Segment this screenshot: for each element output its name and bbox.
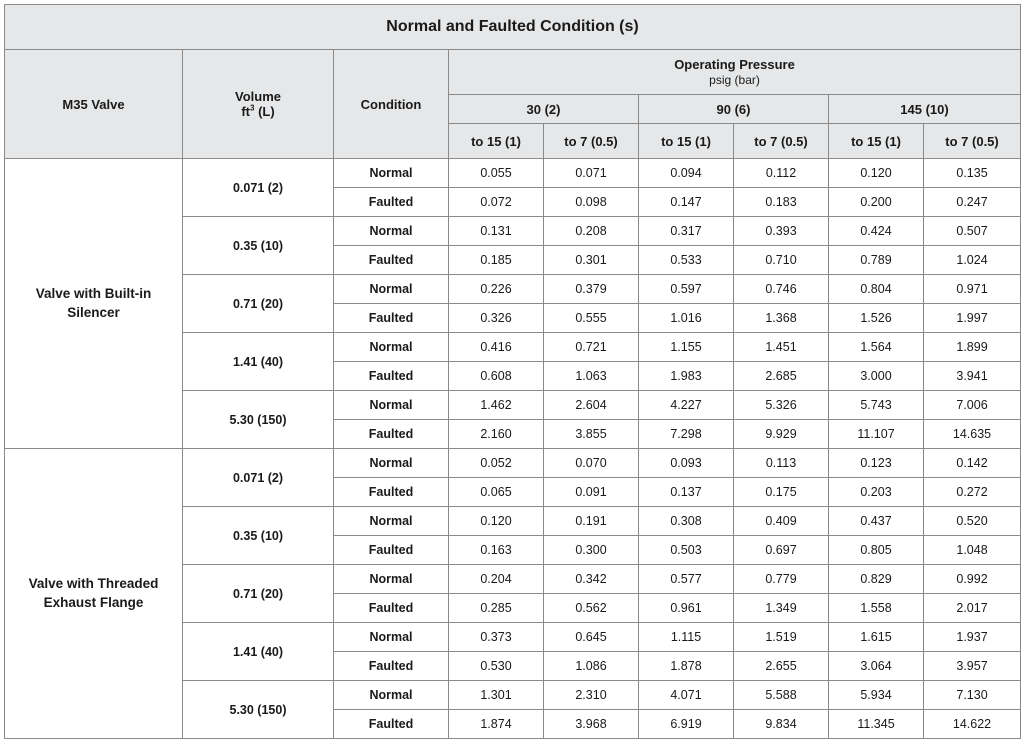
drop-header: to 15 (1) [449,124,544,159]
time-value-cell: 14.635 [924,420,1021,449]
time-value-cell: 0.131 [449,217,544,246]
condition-cell: Faulted [334,420,449,449]
table-row [5,159,1021,188]
time-value-cell: 0.208 [544,217,639,246]
header-volume-unit: $ft^3$ (L) [241,103,275,120]
time-value-cell: 1.024 [924,246,1021,275]
time-value-cell: 0.055 [449,159,544,188]
time-value-cell: 0.112 [734,159,829,188]
time-value-cell: 0.779 [734,565,829,594]
time-value-cell: 0.317 [639,217,734,246]
condition-cell: Normal [334,681,449,710]
time-value-cell: 1.048 [924,536,1021,565]
volume-cell: 1.41 (40) [183,623,334,681]
time-value-cell: 1.368 [734,304,829,333]
time-value-cell: 11.107 [829,420,924,449]
time-value-cell: 0.098 [544,188,639,217]
time-value-cell: 0.052 [449,449,544,478]
time-value-cell: 1.451 [734,333,829,362]
time-value-cell: 1.937 [924,623,1021,652]
time-value-cell: 1.462 [449,391,544,420]
time-value-cell: 0.204 [449,565,544,594]
time-value-cell: 0.326 [449,304,544,333]
time-value-cell: 2.604 [544,391,639,420]
time-value-cell: 1.349 [734,594,829,623]
time-value-cell: 1.016 [639,304,734,333]
volume-cell: 0.071 (2) [183,159,334,217]
time-value-cell: 9.834 [734,710,829,739]
condition-cell: Faulted [334,246,449,275]
time-value-cell: 1.874 [449,710,544,739]
time-value-cell: 1.086 [544,652,639,681]
time-value-cell: 3.968 [544,710,639,739]
time-value-cell: 1.997 [924,304,1021,333]
drop-header: to 7 (0.5) [734,124,829,159]
time-value-cell: 0.163 [449,536,544,565]
time-value-cell: 0.120 [449,507,544,536]
table-row [5,449,1021,478]
time-value-cell: 5.743 [829,391,924,420]
valve-type-line: Silencer [67,304,120,320]
time-value-cell: 0.185 [449,246,544,275]
valve-type-cell [5,159,183,449]
time-value-cell: 3.064 [829,652,924,681]
header-condition: Condition [334,50,449,159]
valve-type-line: Valve with Built-in [35,286,152,302]
time-value-cell: 1.564 [829,333,924,362]
time-value-cell: 3.855 [544,420,639,449]
time-value-cell: 0.424 [829,217,924,246]
condition-cell: Normal [334,159,449,188]
time-value-cell: 0.094 [639,159,734,188]
valve-type-line: Valve with Threaded [28,576,159,592]
time-value-cell: 4.227 [639,391,734,420]
table-title: Normal and Faulted Condition (s) [5,5,1021,50]
volume-cell: 0.71 (20) [183,565,334,623]
condition-cell: Faulted [334,304,449,333]
time-value-cell: 0.608 [449,362,544,391]
time-value-cell: 7.006 [924,391,1021,420]
time-value-cell: 5.934 [829,681,924,710]
time-value-cell: 0.746 [734,275,829,304]
time-value-cell: 1.526 [829,304,924,333]
time-value-cell: 0.123 [829,449,924,478]
table-body [5,159,1021,739]
time-value-cell: 11.345 [829,710,924,739]
time-value-cell: 2.685 [734,362,829,391]
condition-cell: Faulted [334,594,449,623]
condition-cell: Normal [334,449,449,478]
time-value-cell: 1.983 [639,362,734,391]
time-value-cell: 0.285 [449,594,544,623]
pressure-header: 145 (10) [829,95,1021,124]
time-value-cell: 0.393 [734,217,829,246]
time-value-cell: 5.588 [734,681,829,710]
time-value-cell: 0.555 [544,304,639,333]
drop-header: to 7 (0.5) [544,124,639,159]
time-value-cell: 3.941 [924,362,1021,391]
volume-cell: 5.30 (150) [183,391,334,449]
time-value-cell: 0.805 [829,536,924,565]
condition-cell: Faulted [334,362,449,391]
time-value-cell: 0.379 [544,275,639,304]
drop-header: to 7 (0.5) [924,124,1021,159]
time-value-cell: 0.308 [639,507,734,536]
time-value-cell: 0.992 [924,565,1021,594]
time-value-cell: 0.070 [544,449,639,478]
time-value-cell: 1.063 [544,362,639,391]
volume-cell: 0.71 (20) [183,275,334,333]
valve-type-line: Exhaust Flange [43,594,144,610]
operating-pressure-label: Operating Pressure [674,57,795,72]
time-value-cell: 1.115 [639,623,734,652]
time-value-cell: 0.710 [734,246,829,275]
time-value-cell: 0.300 [544,536,639,565]
time-value-cell: 0.247 [924,188,1021,217]
time-value-cell: 0.191 [544,507,639,536]
drop-header: to 15 (1) [639,124,734,159]
time-value-cell: 2.655 [734,652,829,681]
time-value-cell: 0.530 [449,652,544,681]
time-value-cell: 0.520 [924,507,1021,536]
time-value-cell: 0.507 [924,217,1021,246]
time-value-cell: 1.899 [924,333,1021,362]
time-value-cell: 0.183 [734,188,829,217]
header-volume-label: Volume [235,88,281,104]
condition-cell: Faulted [334,188,449,217]
time-value-cell: 0.091 [544,478,639,507]
time-value-cell: 0.533 [639,246,734,275]
time-value-cell: 0.961 [639,594,734,623]
time-value-cell: 0.093 [639,449,734,478]
header-valve: M35 Valve [5,50,183,159]
condition-cell: Faulted [334,536,449,565]
time-value-cell: 0.065 [449,478,544,507]
time-value-cell: 0.721 [544,333,639,362]
time-value-cell: 0.203 [829,478,924,507]
time-value-cell: 0.120 [829,159,924,188]
condition-cell: Normal [334,507,449,536]
time-value-cell: 3.957 [924,652,1021,681]
time-value-cell: 0.272 [924,478,1021,507]
time-value-cell: 0.562 [544,594,639,623]
volume-cell: 0.35 (10) [183,507,334,565]
pressure-header: 90 (6) [639,95,829,124]
time-value-cell: 0.804 [829,275,924,304]
time-value-cell: 0.072 [449,188,544,217]
time-value-cell: 1.519 [734,623,829,652]
time-value-cell: 6.919 [639,710,734,739]
time-value-cell: 0.437 [829,507,924,536]
condition-cell: Faulted [334,478,449,507]
volume-cell: 0.071 (2) [183,449,334,507]
time-value-cell: 2.310 [544,681,639,710]
time-value-cell: 14.622 [924,710,1021,739]
time-value-cell: 0.147 [639,188,734,217]
response-time-table [4,4,1021,739]
valve-type-cell [5,449,183,739]
condition-cell: Normal [334,275,449,304]
time-value-cell: 1.878 [639,652,734,681]
volume-cell: 1.41 (40) [183,333,334,391]
pressure-header: 30 (2) [449,95,639,124]
time-value-cell: 0.175 [734,478,829,507]
time-value-cell: 0.416 [449,333,544,362]
time-value-cell: 7.298 [639,420,734,449]
time-value-cell: 7.130 [924,681,1021,710]
time-value-cell: 0.409 [734,507,829,536]
time-value-cell: 0.503 [639,536,734,565]
time-value-cell: 0.373 [449,623,544,652]
condition-cell: Faulted [334,652,449,681]
time-value-cell: 0.071 [544,159,639,188]
condition-cell: Faulted [334,710,449,739]
time-value-cell: 0.342 [544,565,639,594]
time-value-cell: 0.226 [449,275,544,304]
condition-cell: Normal [334,565,449,594]
volume-cell: 5.30 (150) [183,681,334,739]
time-value-cell: 3.000 [829,362,924,391]
drop-header: to 15 (1) [829,124,924,159]
time-value-cell: 0.645 [544,623,639,652]
time-value-cell: 0.577 [639,565,734,594]
header-volume [183,50,334,159]
time-value-cell: 4.071 [639,681,734,710]
time-value-cell: 0.971 [924,275,1021,304]
time-value-cell: 2.017 [924,594,1021,623]
time-value-cell: 0.301 [544,246,639,275]
time-value-cell: 9.929 [734,420,829,449]
time-value-cell: 0.113 [734,449,829,478]
time-value-cell: 1.301 [449,681,544,710]
header-operating-pressure [449,50,1021,95]
time-value-cell: 1.558 [829,594,924,623]
condition-cell: Normal [334,217,449,246]
time-value-cell: 0.137 [639,478,734,507]
time-value-cell: 1.155 [639,333,734,362]
time-value-cell: 0.697 [734,536,829,565]
condition-cell: Normal [334,623,449,652]
time-value-cell: 0.135 [924,159,1021,188]
pressure-unit: psig (bar) [709,73,760,87]
time-value-cell: 0.789 [829,246,924,275]
time-value-cell: 0.200 [829,188,924,217]
condition-cell: Normal [334,391,449,420]
time-value-cell: 0.829 [829,565,924,594]
condition-cell: Normal [334,333,449,362]
time-value-cell: 0.597 [639,275,734,304]
time-value-cell: 0.142 [924,449,1021,478]
time-value-cell: 2.160 [449,420,544,449]
volume-cell: 0.35 (10) [183,217,334,275]
time-value-cell: 5.326 [734,391,829,420]
time-value-cell: 1.615 [829,623,924,652]
